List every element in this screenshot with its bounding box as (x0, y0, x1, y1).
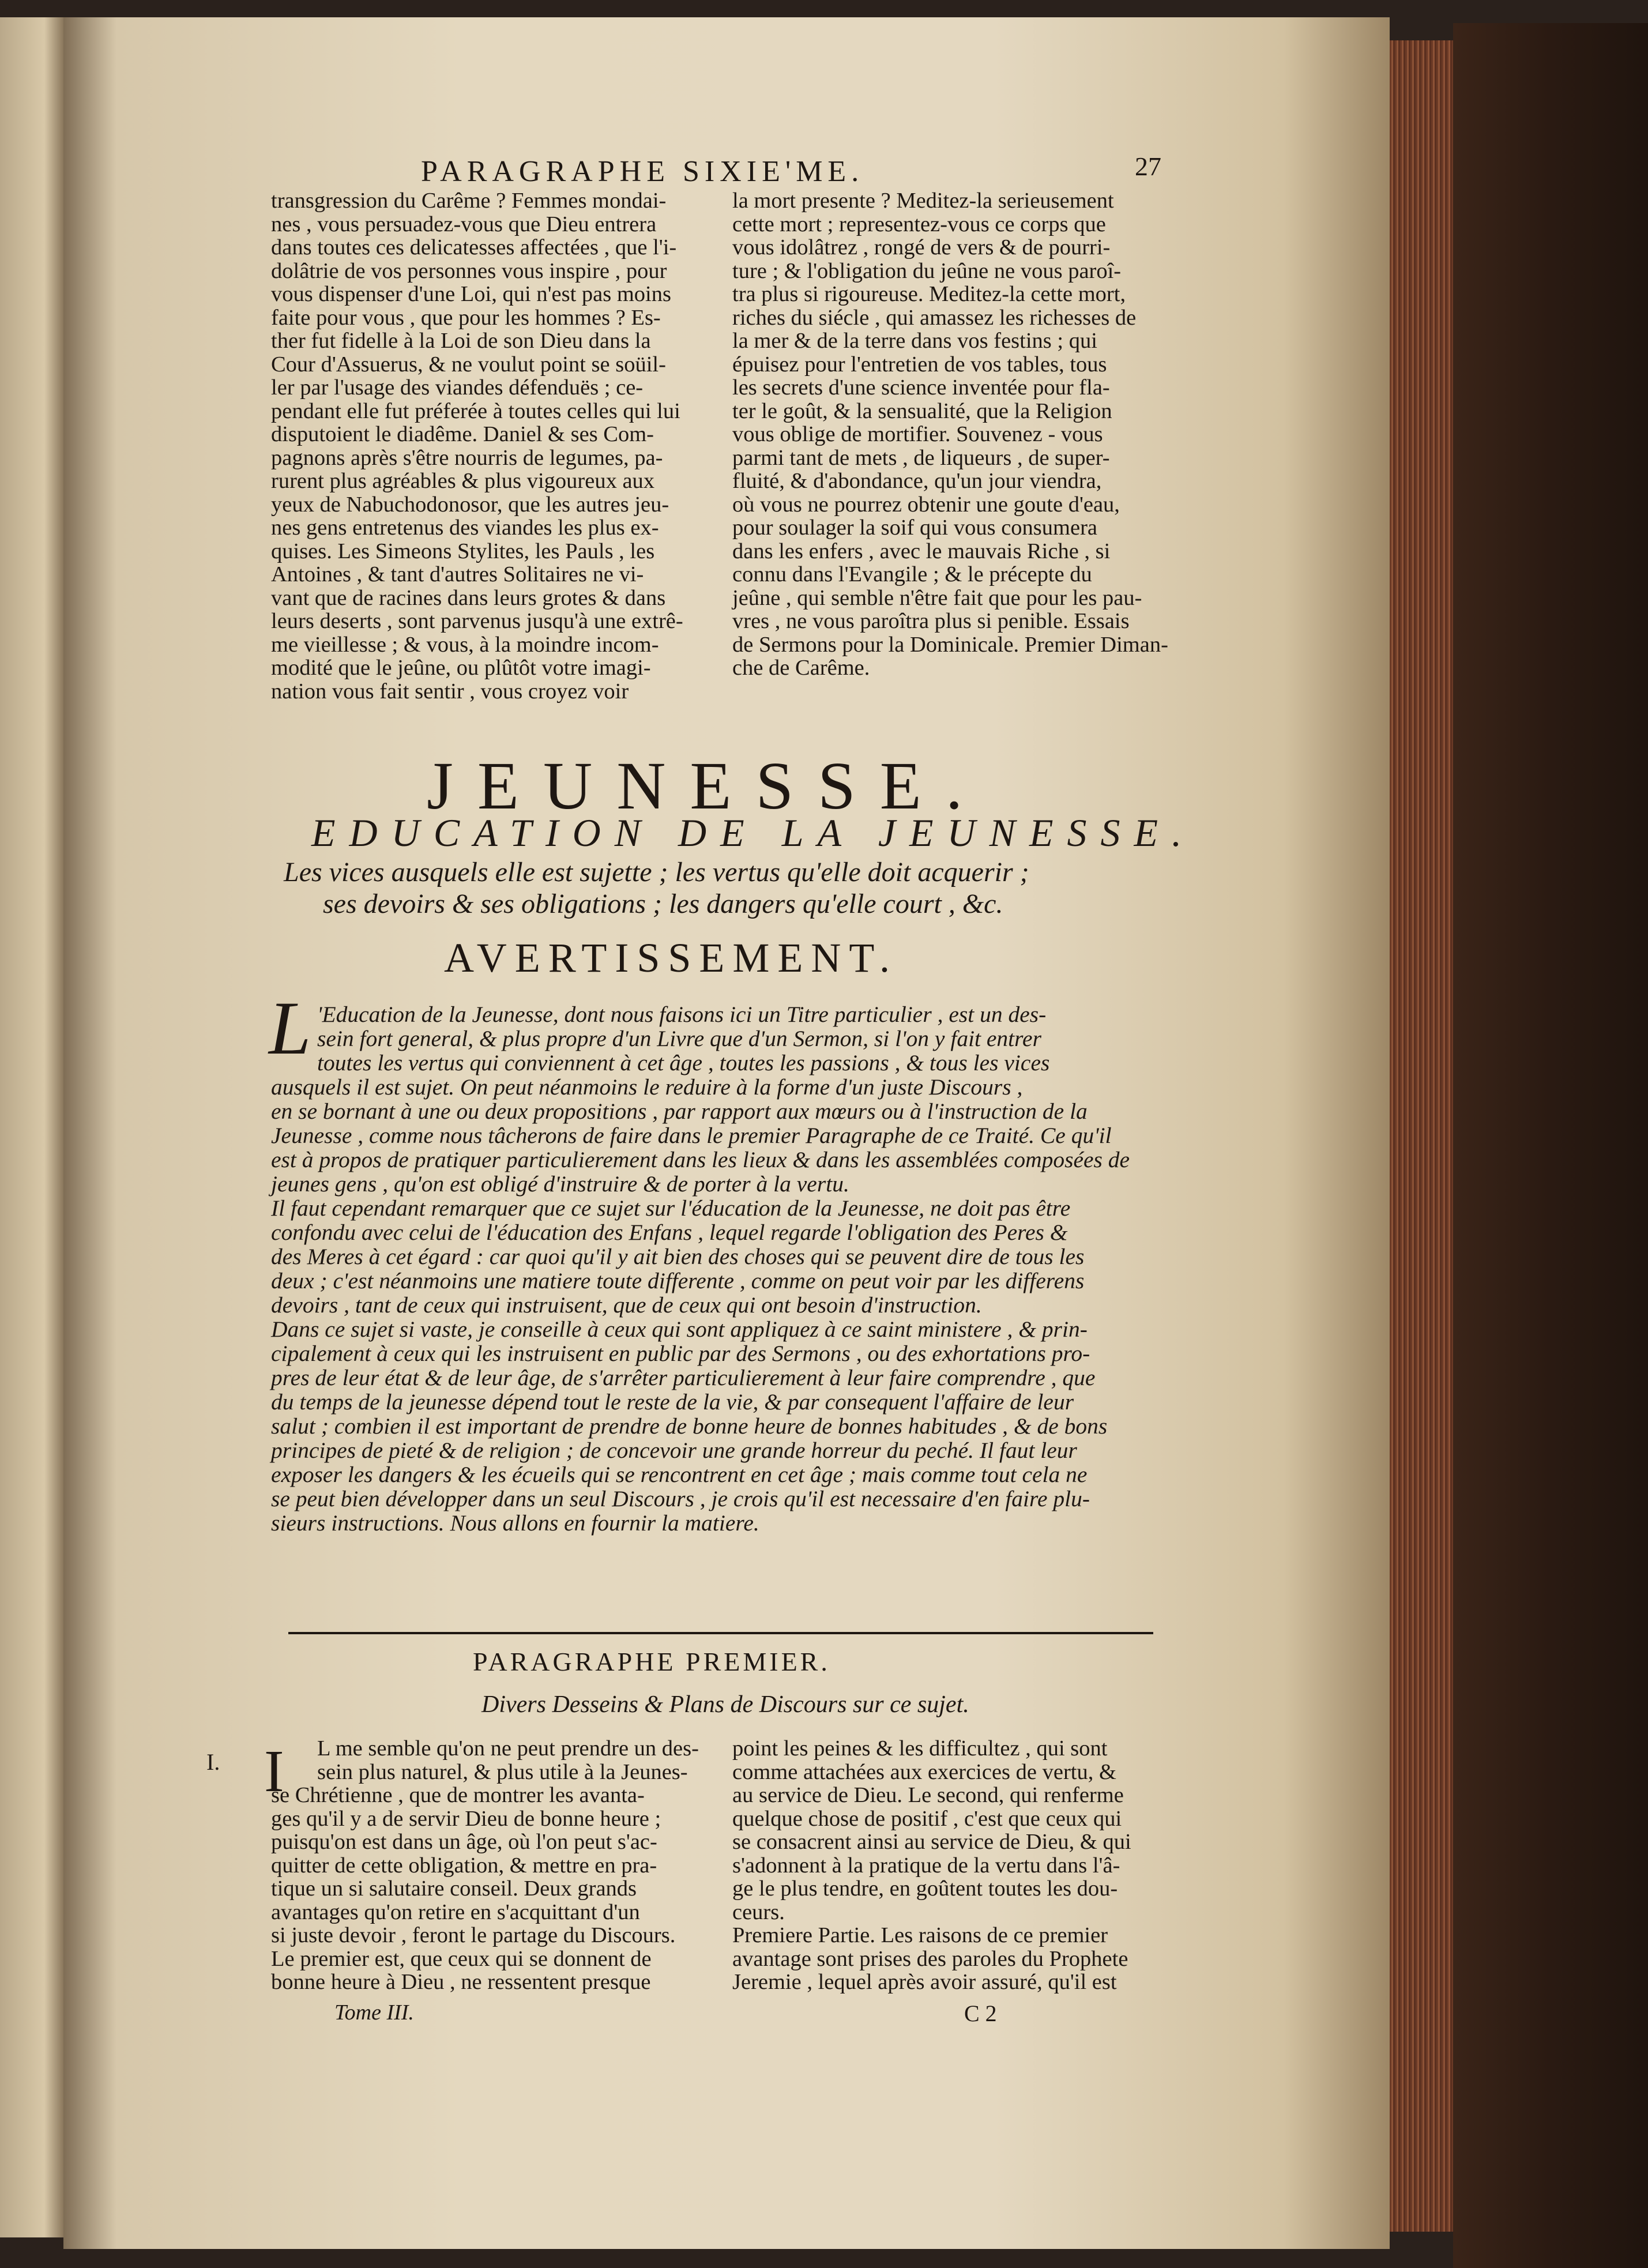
main-title: JEUNESSE. (427, 748, 987, 823)
text-line: Cour d'Assuerus, & ne voulut point se soüil- (271, 352, 666, 377)
text-line: tra plus si rigoureuse. Meditez-la cette mort, (732, 282, 1126, 306)
text-line: en se bornant à une ou deux propositions , par rapport aux mœurs ou à l'instruction de la (271, 1099, 1088, 1124)
text-line: la mer & de la terre dans vos festins ; qui (732, 329, 1097, 353)
text-line: ausquels il est sujet. On peut néanmoins le reduire à la forme d'un juste Discours , (271, 1074, 1023, 1100)
text-line: sieurs instructions. Nous allons en fournir la matiere. (271, 1510, 759, 1536)
drop-cap: L (269, 986, 311, 1070)
text-line: pagnons après s'être nourris de legumes, pa- (271, 445, 663, 470)
text-line: devoirs , tant de ceux qui instruisent, que de ceux qui ont besoin d'instruction. (271, 1292, 982, 1318)
text-line: fluité, & d'abondance, qu'un jour viendra, (732, 469, 1102, 493)
text-line: sein fort general, & plus propre d'un Livre que d'un Sermon, si l'on y fait entrer (317, 1026, 1041, 1051)
subtitle-line-1: Les vices ausquels elle est sujette ; les vertus qu'elle doit acquerir ; (284, 857, 1029, 887)
text-line: vous idolâtrez , rongé de vers & de pourri- (732, 235, 1111, 259)
text-line: Jeunesse , comme nous tâcherons de faire dans le premier Paragraphe de ce Traité. Ce qu'il (271, 1123, 1112, 1148)
text-line: 'Education de la Jeunesse, dont nous faisons ici un Titre particulier , est un des- (317, 1002, 1047, 1027)
paragraph-subtitle: Divers Desseins & Plans de Discours sur ce sujet. (481, 1691, 969, 1718)
running-head: PARAGRAPHE SIXIE'ME. (421, 155, 864, 188)
text-line: toutes les vertus qui conviennent à cet âge , toutes les passions , & tous les vices (317, 1050, 1050, 1075)
text-line: transgression du Carême ? Femmes mondai- (271, 189, 667, 213)
subtitle-line-2: ses devoirs & ses obligations ; les dangers qu'elle court , &c. (323, 889, 1003, 919)
text-line: nation vous fait sentir , vous croyez voir (271, 679, 629, 704)
text-line: Jeremie , lequel après avoir assuré, qu'il est (732, 1970, 1117, 1994)
text-line: cette mort ; representez-vous ce corps que (732, 212, 1106, 236)
text-line: pendant elle fut préferée à toutes celles qui lui (271, 398, 680, 423)
avertissement-text (271, 1002, 1176, 1535)
section-rule (288, 1632, 1153, 1634)
text-line: de Sermons pour la Dominicale. Premier Diman- (732, 632, 1168, 657)
text-line: ter le goût, & la sensualité, que la Religion (732, 398, 1112, 423)
text-line: modité que le jeûne, ou plûtôt votre imagi- (271, 656, 651, 680)
text-line: vous oblige de mortifier. Souvenez - vous (732, 422, 1103, 446)
text-line: ge le plus tendre, en goûtent toutes les dou- (732, 1876, 1118, 1901)
text-line: avantage sont prises des paroles du Prophete (732, 1946, 1128, 1971)
text-line: pres de leur état & de leur âge, de s'arrêter particulierement à leur faire comprendre , que (271, 1365, 1096, 1390)
text-line: jeûne , qui semble n'être fait que pour les pau- (732, 585, 1142, 610)
text-line: che de Carême. (732, 656, 870, 680)
text-line: quises. Les Simeons Stylites, les Pauls , les (271, 539, 655, 563)
text-line: ther fut fidelle à la Loi de son Dieu dans la (271, 329, 651, 353)
text-line: des Meres à cet égard : car quoi qu'il y ait bien des choses qui se peuvent dire de tous les (271, 1244, 1085, 1269)
paragraph-title: PARAGRAPHE PREMIER. (473, 1647, 830, 1676)
top-right-column (732, 189, 1176, 680)
text-line: vres , ne vous paroîtra plus si penible. Essais (732, 609, 1130, 633)
section-title: AVERTISSEMENT. (444, 935, 898, 981)
text-line: principes de pieté & de religion ; de concevoir une grande horreur du peché. Il faut leur (271, 1438, 1077, 1463)
text-line: cipalement à ceux qui les instruisent en public par des Sermons , ou des exhortations pro- (271, 1341, 1090, 1366)
text-line: yeux de Nabuchodonosor, que les autres jeu- (271, 492, 669, 517)
text-line: Il faut cependant remarquer que ce sujet sur l'éducation de la Jeunesse, ne doit pas être (271, 1195, 1071, 1221)
text-line: où vous ne pourrez obtenir une goute d'eau, (732, 492, 1120, 517)
text-line: ler par l'usage des viandes défenduës ; ce- (271, 375, 644, 400)
book-cover (1453, 23, 1648, 2268)
text-line: se consacrent ainsi au service de Dieu, & qui (732, 1830, 1131, 1854)
text-line: vous dispenser d'une Loi, qui n'est pas moins (271, 282, 671, 306)
text-line: Antoines , & tant d'autres Solitaires ne vi- (271, 562, 644, 586)
text-line: ges qu'il y a de servir Dieu de bonne heure ; (271, 1806, 661, 1831)
text-line: nes , vous persuadez-vous que Dieu entrera (271, 212, 657, 236)
text-line: L me semble qu'on ne peut prendre un des- (317, 1736, 699, 1761)
text-line: Dans ce sujet si vaste, je conseille à ceux qui sont appliquez à ce saint ministere , & prin- (271, 1317, 1088, 1342)
page-number: 27 (1135, 152, 1161, 181)
text-line: du temps de la jeunesse dépend tout le reste de la vie, & par consequent l'affaire de leur (271, 1389, 1074, 1415)
left-page-edge (0, 17, 63, 2237)
text-line: dans les enfers , avec le mauvais Riche , si (732, 539, 1111, 563)
text-line: deux ; c'est néanmoins une matiere toute differente , comme on peut voir par les differens (271, 1268, 1085, 1293)
text-line: ceurs. (732, 1900, 785, 1924)
text-line: comme attachées aux exercices de vertu, & (732, 1759, 1116, 1784)
text-line: leurs deserts , sont parvenus jusqu'à une extrê- (271, 609, 683, 633)
page-fore-edge (1390, 40, 1453, 2232)
text-line: disputoient le diadême. Daniel & ses Com- (271, 422, 654, 446)
text-line: quitter de cette obligation, & mettre en pra- (271, 1853, 657, 1878)
text-line: riches du siécle , qui amassez les richesses de (732, 305, 1137, 330)
text-line: nes gens entretenus des viandes les plus ex- (271, 516, 659, 540)
section-number: I. (206, 1749, 220, 1775)
gathering-signature: C 2 (964, 2000, 997, 2026)
text-line: Le premier est, que ceux qui se donnent de (271, 1946, 652, 1971)
text-line: sein plus naturel, & plus utile à la Jeunes- (317, 1759, 688, 1784)
subtitle: EDUCATION DE LA JEUNESSE. (311, 811, 1196, 855)
text-line: pour soulager la soif qui vous consumera (732, 516, 1097, 540)
text-line: salut ; combien il est important de prendre de bonne heure de bonnes habitudes , & de bons (271, 1413, 1108, 1439)
text-line: me vieillesse ; & vous, à la moindre incom- (271, 632, 659, 657)
text-line: faite pour vous , que pour les hommes ? Es- (271, 305, 661, 330)
text-line: parmi tant de mets , de liqueurs , de super- (732, 445, 1110, 470)
text-line: Premiere Partie. Les raisons de ce premier (732, 1923, 1108, 1947)
volume-signature: Tome III. (334, 2000, 414, 2025)
text-line: vant que de racines dans leurs grotes & dans (271, 585, 666, 610)
text-line: se Chrétienne , que de montrer les avanta- (271, 1783, 645, 1807)
bottom-right-column (732, 1737, 1176, 1994)
text-line: connu dans l'Evangile ; & le précepte du (732, 562, 1092, 586)
text-line: les secrets d'une science inventée pour fla- (732, 375, 1110, 400)
text-line: la mort presente ? Meditez-la serieusement (732, 189, 1114, 213)
text-line: se peut bien développer dans un seul Discours , je crois qu'il est necessaire d'en faire plu- (271, 1486, 1090, 1511)
text-line: ture ; & l'obligation du jeûne ne vous paroî- (732, 258, 1122, 283)
text-line: si juste devoir , feront le partage du Discours. (271, 1923, 676, 1947)
text-line: jeunes gens , qu'on est obligé d'instruire & de porter à la vertu. (271, 1171, 849, 1197)
top-left-column (271, 189, 715, 703)
text-line: exposer les dangers & les écueils qui se rencontrent en cet âge ; mais comme tout cela ne (271, 1462, 1088, 1487)
text-line: au service de Dieu. Le second, qui renferme (732, 1783, 1124, 1807)
text-line: rurent plus agréables & plus vigoureux aux (271, 469, 655, 493)
text-line: est à propos de pratiquer particulierement dans les lieux & dans les assemblées composées de (271, 1147, 1130, 1172)
text-line: tique un si salutaire conseil. Deux grands (271, 1876, 637, 1901)
text-line: dolâtrie de vos personnes vous inspire , pour (271, 258, 667, 283)
text-line: bonne heure à Dieu , ne ressentent presque (271, 1970, 651, 1994)
text-line: s'adonnent à la pratique de la vertu dans l'â- (732, 1853, 1120, 1878)
text-line: confondu avec celui de l'éducation des Enfans , lequel regarde l'obligation des Peres & (271, 1220, 1068, 1245)
bottom-left-column (271, 1737, 715, 1994)
text-line: point les peines & les difficultez , qui sont (732, 1736, 1108, 1761)
text-line: épuisez pour l'entretien de vos tables, tous (732, 352, 1107, 377)
text-line: dans toutes ces delicatesses affectées , que l'i- (271, 235, 677, 259)
drop-cap: I (264, 1738, 284, 1804)
text-line: puisqu'on est dans un âge, où l'on peut s'ac- (271, 1830, 657, 1854)
text-line: quelque chose de positif , c'est que ceux qui (732, 1806, 1122, 1831)
text-line: avantages qu'on retire en s'acquittant d'un (271, 1900, 640, 1924)
